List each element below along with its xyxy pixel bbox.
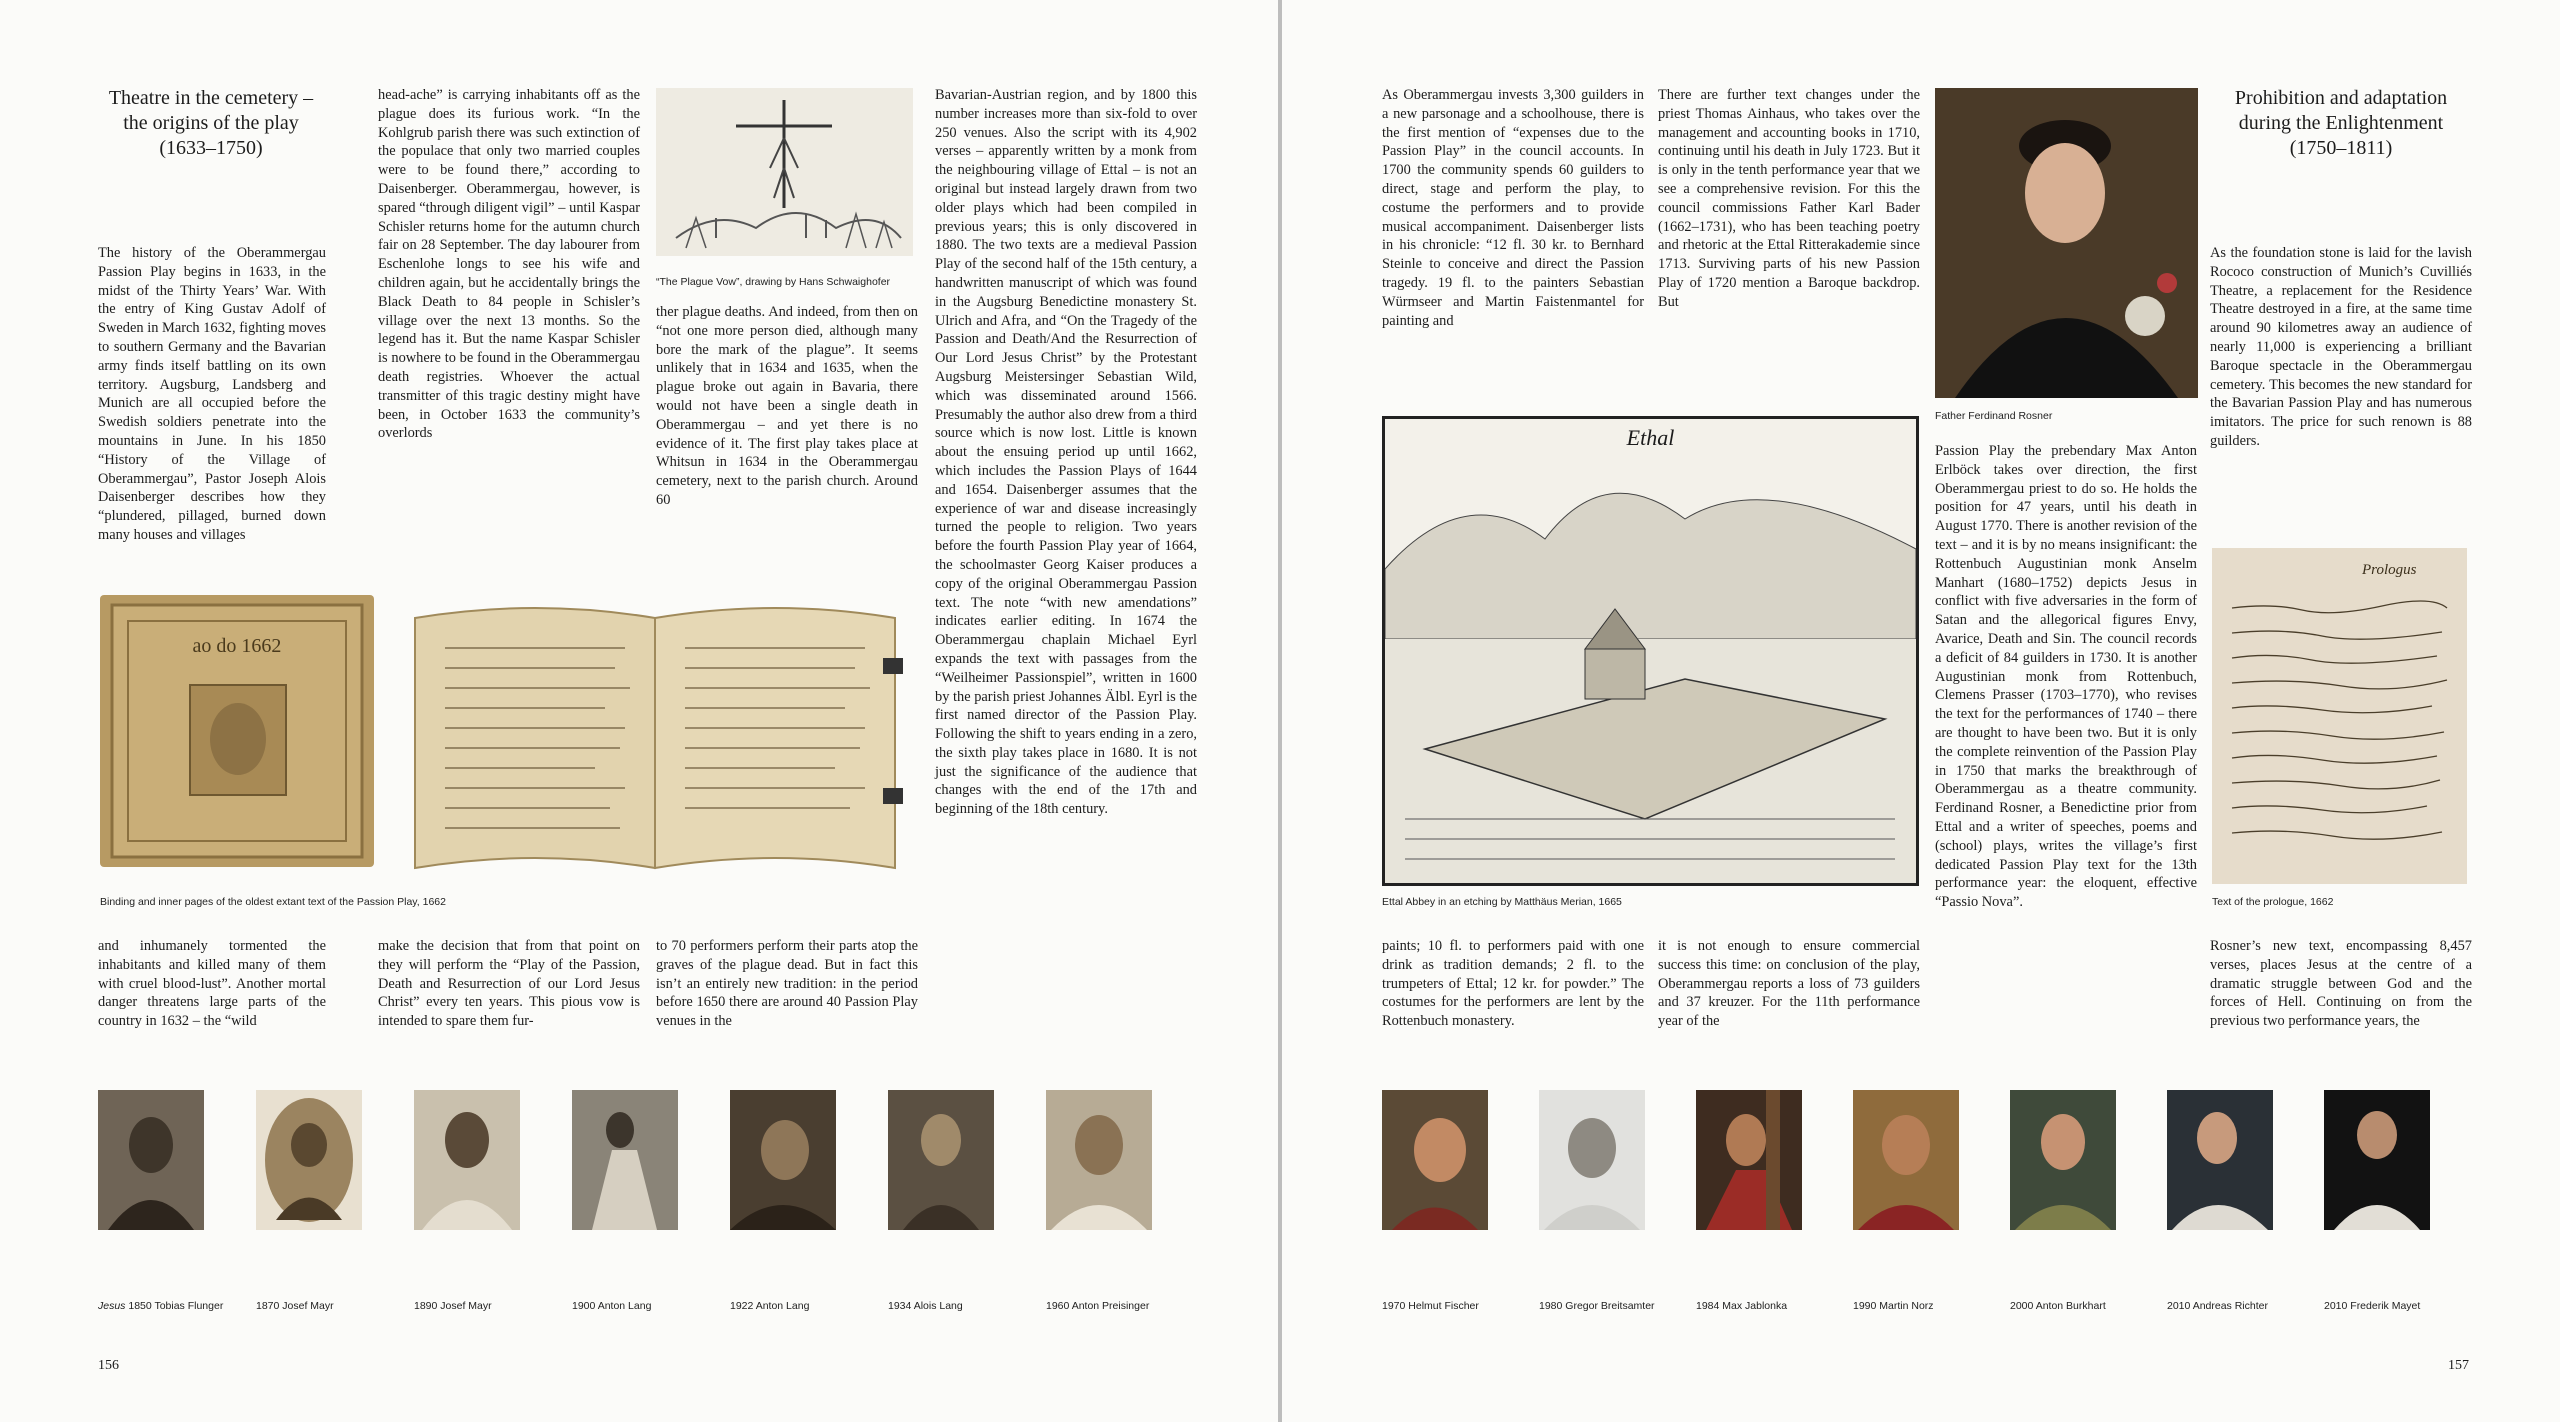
portrait-caption: Jesus 1850 Tobias Flunger — [98, 1300, 224, 1312]
portrait-caption: 1922 Anton Lang — [730, 1300, 810, 1312]
portrait-caption: 1960 Anton Preisinger — [1046, 1300, 1150, 1312]
left-page — [0, 0, 1278, 1422]
ettal-etching — [1382, 416, 1919, 886]
text-column-2-bottom: make the decision that from that point on they will perform the “Play of the Passion, Death and Resurrection of our Lord Jesus Christ” every ten years. This pious vow is intended to spare them fur- — [378, 938, 640, 1030]
text-column-3: ther plague deaths. And indeed, from then on “not one more person died, although many bore the mark of the plague”. It seems unlikely that in 1634 and 1635, when the plague broke out again in Bavaria, there would not have been a single death in Oberammergau – and yet there is no evidence of it. The first play takes place at Whitsun in 1634 in the Oberammergau cemetery, next to the parish church. Around 60 — [656, 304, 918, 508]
book-caption: Binding and inner pages of the oldest extant text of the Passion Play, 1662 — [100, 896, 446, 908]
portrait-photo — [888, 1090, 994, 1230]
portrait-photo — [1853, 1090, 1959, 1230]
portrait-caption: 1970 Helmut Fischer — [1382, 1300, 1479, 1312]
plague-vow-drawing — [656, 88, 913, 256]
portrait-photo — [1382, 1090, 1488, 1230]
portrait-photo — [1046, 1090, 1152, 1230]
prologue-manuscript-art — [2212, 548, 2467, 884]
heading-line: (1750–1811) — [2289, 137, 2393, 159]
rosner-portrait — [1935, 88, 2198, 398]
text-column-2: head-ache” is carrying inhabitants off as the plague does its furious work. “In the Kohlgrub parish there was such extinction of the populace that only two married couples were to be found there,” according to Daisenberger. Oberammergau, however, is spared “through diligent vigil” – until Kaspar Schisler returns home for the autumn church fair on 28 September. The day labourer from Eschenlohe longs to see his wife and children again, but he accidentally brings the Black Death to 84 people in Schisler’s village over the next 13 months. So the legend has it. But the name Kaspar Schisler is nowhere to be found in the Oberammergau death registries. Whoever the actual transmitter of this tragic destiny might have been, in October 1633 the community’s overlords — [378, 87, 640, 442]
left-heading — [96, 86, 326, 161]
book-cover-date: ao do 1662 — [192, 635, 282, 657]
portrait-role: Jesus — [98, 1300, 126, 1312]
portrait-photo — [2324, 1090, 2430, 1230]
portrait-caption: 1870 Josef Mayr — [256, 1300, 334, 1312]
heading-line: Theatre in the cemetery – — [108, 87, 314, 109]
heading-line: the origins of the play — [123, 112, 299, 134]
portrait-photo — [1539, 1090, 1645, 1230]
right-heading — [2210, 86, 2472, 161]
heading-line: Prohibition and adaptation — [2234, 87, 2448, 109]
etching-caption: Ettal Abbey in an etching by Matthäus Merian, 1665 — [1382, 896, 1622, 908]
portrait-caption: 2010 Andreas Richter — [2167, 1300, 2268, 1312]
portrait-caption: 1980 Gregor Breitsamter — [1539, 1300, 1655, 1312]
etching-title: Ethal — [1626, 425, 1675, 450]
portrait-photo — [572, 1090, 678, 1230]
portrait-caption: 1900 Anton Lang — [572, 1300, 652, 1312]
portrait-caption: 2000 Anton Burkhart — [2010, 1300, 2106, 1312]
portrait-caption: 2010 Frederik Mayet — [2324, 1300, 2421, 1312]
text-column-3-bottom: to 70 performers perform their parts atop the graves of the plague dead. But in fact this isn’t an entirely new tradition: in the period before 1650 there are around 40 Passion Play venues in the — [656, 938, 918, 1030]
prologue-heading: Prologus — [2362, 562, 2417, 578]
ettal-etching-art — [1385, 419, 1916, 883]
portrait-caption: 1890 Josef Mayr — [414, 1300, 492, 1312]
text-column-1: The history of the Oberammergau Passion Play begins in 1633, in the midst of the Thirty Years’ War. With the entry of King Gustav Adolf of Sweden in March 1632, fighting moves to southern Germany and the Bavarian army finds itself battling on its own territory. Augsburg, Landsberg and Munich are all occupied before the Swedish soldiers penetrate into the mountains in June. In his 1850 “History of the Village of Oberammergau”, Pastor Joseph Alois Daisenberger describes how they “plundered, pillaged, burned down many houses and villages — [98, 245, 326, 543]
portrait-photo — [98, 1090, 204, 1230]
heading-line: (1633–1750) — [159, 137, 263, 159]
portrait-photo — [1696, 1090, 1802, 1230]
text-column-3: Passion Play the prebendary Max Anton Erlböck takes over direction, the first Oberammergau priest to do so. He holds the position for 47 years, until his death in August 1770. There is another revision of the text – and it is by no means insignificant: the Rottenbuch Augustinian monk Anselm Manhart (1680–1752) depicts Jesus in conflict with five adversaries in the form of Satan and the allegorical figures Envy, Avarice, Death and Sin. The council records a deficit of 84 guilders in 1730. It is another Augustinian monk from Rottenbuch, Clemens Prasser (1703–1770), who revises the text for the performances of 1740 – there are thought to have been two. But it is only the complete reinvention of the Passion Play in 1750 that marks the breakthrough of Oberammergau as a theatre community. Ferdinand Rosner, a Benedictine prior from Ettal and a writer of speeches, poems and (school) plays, writes the village’s first dedicated Passion Play text for the 13th performance year: the eloquent, effective “Passio Nova”. — [1935, 443, 2197, 911]
prologue-caption: Text of the prologue, 1662 — [2212, 896, 2334, 908]
plague-drawing-art — [656, 88, 913, 256]
rosner-portrait-art — [1935, 88, 2198, 398]
text-column-2: There are further text changes under the priest Thomas Ainhaus, who takes over the management and accounting books in 1710, continuing until his death in July 1723. But it is only in the tenth performance year that we see a comprehensive revision. For this the council commissions Father Karl Bader (1662–1731), who has been teaching poetry and rhetoric at the Ettal Ritterakademie since 1713. Surviving parts of his new Passion Play of 1720 mention a Baroque backdrop. But — [1658, 87, 1920, 310]
portrait-caption: 1984 Max Jablonka — [1696, 1300, 1788, 1312]
open-book-image — [405, 588, 905, 878]
portrait-photo — [256, 1090, 362, 1230]
page-number: 156 — [98, 1358, 119, 1373]
heading-line: during the Enlightenment — [2238, 112, 2444, 134]
text-column-2-bottom: it is not enough to ensure commercial success this time: on conclusion of the play, Oberammergau reports a loss of 73 guilders and 37 kreuzer. For the 11th performance year of the — [1658, 938, 1920, 1030]
open-book-art — [405, 588, 905, 878]
text-column-1-bottom: and inhumanely tormented the inhabitants and killed many of them with cruel blood-lust”. Another mortal danger threatens large parts of the country in 1632 – the “wild — [98, 938, 326, 1030]
text-column-4: Bavarian-Austrian region, and by 1800 this number increases more than six-fold to over 250 venues. Also the script with its 4,902 verses – apparently written by a monk from the neighbouring village of Ettal – is not an original but instead largely drawn from two older plays which had been compiled in previous years; this is only discovered in 1880. The two texts are a medieval Passion Play of the second half of the 15th century, a handwritten manuscript of which was found in the Augsburg Benedictine monastery St. Ulrich and Afra, and “On the Tragedy of the Passion and Death/And the Resurrection of Our Lord Jesus Christ” by the Protestant Augsburg Meistersinger Sebastian Wild, which was disseminated around 1566. Presumably the author also drew from a third source which is now lost. Little is known about the ensuing period up until 1662, which includes the Passion Plays of 1644 and 1654. Daisenberger assumes that the experience of war and disease increasingly turned the people to religion. Two years before the fourth Passion Play year of 1664, the schoolmaster Georg Kaiser produces a copy of the original Oberammergau Passion text. The note “with new amendations” indicates earlier editing. In 1674 the Oberammergau chaplain Michael Eyrl expands the text with passages from the “Weilheimer Passionspiel”, written in 1600 by the parish priest Johannes Älbl. Eyrl is the first named director of the Passion Play. Following the shift to years ending in a zero, the sixth play takes place in 1680. It is not just the significance of the audience that changes with the end of the 17th and beginning of the 18th century. — [935, 87, 1197, 818]
page-number: 157 — [2448, 1358, 2469, 1373]
text-column-1-bottom: paints; 10 fl. to performers paid with one drink as tradition demands; 2 fl. to the trumpeters of Ettal; 12 kr. for powder.” The costumes for the performers are lent by the Rottenbuch monastery. — [1382, 938, 1644, 1030]
book-binding-image — [100, 595, 374, 867]
text-column-1: As Oberammergau invests 3,300 guilders in a new parsonage and a schoolhouse, there is the first mention of “expenses due to the Passion Play” in the council accounts. In 1700 the community spends 60 guilders to direct, stage and perform the play, to costume the performers and to provide musical accompaniment. Daisenberger lists in his chronicle: “12 fl. 30 kr. to Bernhard Steinle to conceive and direct the Passion tragedy. 19 fl. to the painters Sebastian Würmseer and Martin Faistenmantel for painting and — [1382, 87, 1644, 329]
portrait-caption: 1934 Alois Lang — [888, 1300, 963, 1312]
portrait-photo — [2167, 1090, 2273, 1230]
text-column-4: As the foundation stone is laid for the lavish Rococo construction of Munich’s Cuvilliés Theatre, a replacement for the Residence Theatre destroyed in a fire, at the same time around 90 kilometres away an audience of nearly 11,000 is experiencing a brilliant Baroque spectacle in the Oberammergau cemetery. This becomes the new standard for the Bavarian Passion Play and has numerous imitators. The price for such renown is 88 guilders. — [2210, 245, 2472, 449]
prologue-manuscript — [2212, 548, 2467, 884]
plague-vow-caption: “The Plague Vow”, drawing by Hans Schwaighofer — [656, 276, 891, 288]
portrait-photo — [2010, 1090, 2116, 1230]
portrait-photo — [414, 1090, 520, 1230]
rosner-caption: Father Ferdinand Rosner — [1935, 410, 2053, 422]
portrait-caption: 1990 Martin Norz — [1853, 1300, 1934, 1312]
text-column-4-bottom: Rosner’s new text, encompassing 8,457 verses, places Jesus at the centre of a dramatic struggle between God and the forces of Hell. Continuing on from the previous two performance years, the — [2210, 938, 2472, 1030]
right-page — [1282, 0, 2560, 1422]
portrait-photo — [730, 1090, 836, 1230]
